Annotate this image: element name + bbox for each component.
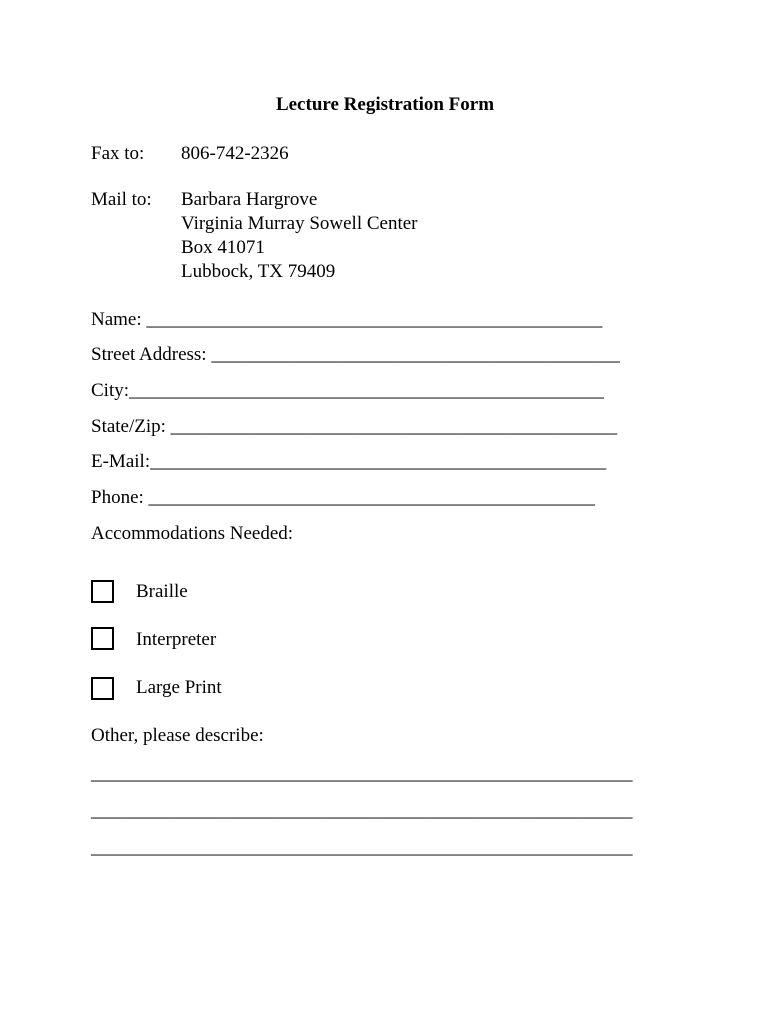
interpreter-label: Interpreter <box>136 629 217 650</box>
email-field[interactable]: E-Mail:________________________________________________ <box>91 451 607 472</box>
phone-field[interactable]: Phone: _______________________________________________ <box>91 487 596 508</box>
mail-city-state: Lubbock, TX 79409 <box>181 261 336 282</box>
mail-label: Mail to: <box>91 189 152 210</box>
other-description-line-1[interactable]: _________________________________________________________ <box>91 763 633 784</box>
mail-box: Box 41071 <box>181 237 265 258</box>
state-zip-field[interactable]: State/Zip: _______________________________________________ <box>91 416 618 437</box>
other-description-line-2[interactable]: _________________________________________________________ <box>91 800 633 821</box>
large-print-checkbox[interactable] <box>91 677 114 700</box>
other-description-line-3[interactable]: _________________________________________________________ <box>91 837 633 858</box>
fax-label: Fax to: <box>91 143 145 164</box>
street-address-field[interactable]: Street Address: ___________________________________________ <box>91 344 620 365</box>
accommodations-heading: Accommodations Needed: <box>91 523 294 544</box>
form-title: Lecture Registration Form <box>275 94 495 115</box>
city-field[interactable]: City:__________________________________________________ <box>91 380 605 401</box>
braille-checkbox[interactable] <box>91 580 114 603</box>
name-field[interactable]: Name: ________________________________________________ <box>91 309 603 330</box>
other-description-label: Other, please describe: <box>91 725 264 746</box>
interpreter-checkbox[interactable] <box>91 627 114 650</box>
fax-number: 806-742-2326 <box>181 143 289 164</box>
large-print-label: Large Print <box>136 677 222 698</box>
braille-label: Braille <box>136 581 188 602</box>
mail-organization: Virginia Murray Sowell Center <box>181 213 418 234</box>
mail-recipient: Barbara Hargrove <box>181 189 318 210</box>
